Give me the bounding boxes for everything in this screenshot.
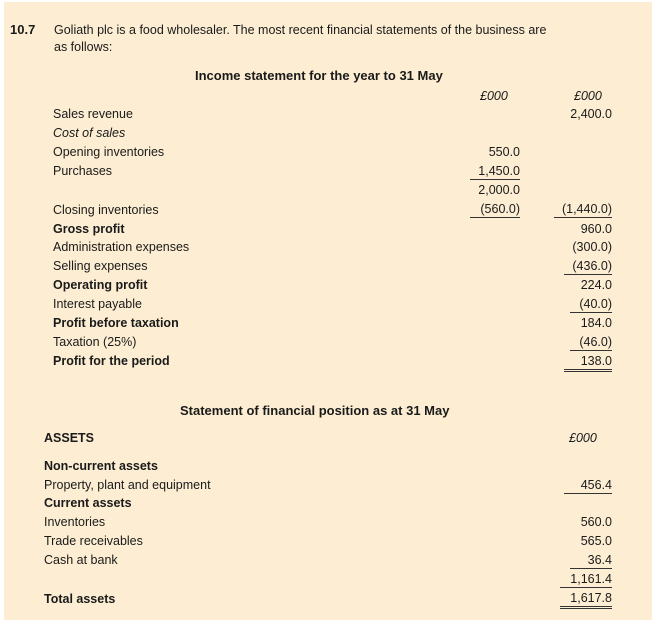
row-label-cost-of-sales: Cost of sales bbox=[53, 126, 126, 140]
row-c2-gross-profit: 960.0 bbox=[580, 222, 612, 236]
row-c2-closing-inventories: (1,440.0) bbox=[554, 201, 612, 218]
sofp-ppe-label: Property, plant and equipment bbox=[44, 478, 211, 492]
row-label-purchases: Purchases bbox=[53, 164, 113, 178]
income-statement-title: Income statement for the year to 31 May bbox=[195, 68, 443, 83]
row-label-gross-profit: Gross profit bbox=[53, 222, 125, 236]
sofp-col-header: £000 bbox=[569, 431, 597, 445]
row-c2-selling-expenses: (436.0) bbox=[564, 258, 612, 275]
income-col1-header: £000 bbox=[480, 89, 508, 103]
row-c2-taxation: (46.0) bbox=[570, 334, 612, 351]
row-label-closing-inventories: Closing inventories bbox=[53, 203, 159, 217]
sofp-current-heading: Current assets bbox=[44, 496, 132, 510]
row-c2-administration-expenses: (300.0) bbox=[572, 240, 612, 254]
row-c2-profit-for-period: 138.0 bbox=[564, 353, 612, 372]
question-number: 10.7 bbox=[10, 22, 36, 37]
question-text-line1: Goliath plc is a food wholesaler. The most recent financial statements of the business are bbox=[54, 23, 547, 37]
row-label-sales-revenue: Sales revenue bbox=[53, 107, 133, 121]
row-label-administration-expenses: Administration expenses bbox=[53, 240, 190, 254]
sofp-row-value-inventories: 560.0 bbox=[580, 515, 612, 529]
row-label-profit-for-period: Profit for the period bbox=[53, 354, 170, 368]
sofp-row-label-inventories: Inventories bbox=[44, 515, 106, 529]
row-label-operating-profit: Operating profit bbox=[53, 278, 148, 292]
row-c1-closing-inventories: (560.0) bbox=[470, 201, 520, 218]
row-c1-opening-inventories: 550.0 bbox=[488, 145, 520, 159]
textbook-page bbox=[4, 2, 652, 620]
sofp-ppe-value: 456.4 bbox=[564, 477, 612, 494]
sofp-total-assets-value: 1,617.8 bbox=[560, 590, 612, 609]
row-c2-interest-payable: (40.0) bbox=[570, 296, 612, 313]
sofp-title: Statement of financial position as at 31 May bbox=[180, 403, 450, 418]
row-label-selling-expenses: Selling expenses bbox=[53, 259, 148, 273]
sofp-assets-heading: ASSETS bbox=[44, 431, 95, 445]
sofp-total-assets-label: Total assets bbox=[44, 592, 116, 606]
row-label-opening-inventories: Opening inventories bbox=[53, 145, 165, 159]
sofp-row-label-cash-at-bank: Cash at bank bbox=[44, 553, 118, 567]
income-col2-header: £000 bbox=[574, 89, 602, 103]
row-label-interest-payable: Interest payable bbox=[53, 297, 142, 311]
row-c2-operating-profit: 224.0 bbox=[580, 278, 612, 292]
row-label-taxation: Taxation (25%) bbox=[53, 335, 137, 349]
sofp-row-label-trade-receivables: Trade receivables bbox=[44, 534, 143, 548]
row-c2-sales-revenue: 2,400.0 bbox=[570, 107, 612, 121]
row-c1-subtotal: 2,000.0 bbox=[478, 183, 520, 197]
sofp-current-total: 1,161.4 bbox=[560, 571, 612, 588]
sofp-noncurrent-heading: Non-current assets bbox=[44, 459, 158, 473]
question-text-line2: as follows: bbox=[54, 40, 113, 54]
row-c1-purchases: 1,450.0 bbox=[470, 163, 520, 180]
sofp-row-value-trade-receivables: 565.0 bbox=[580, 534, 612, 548]
row-label-profit-before-taxation: Profit before taxation bbox=[53, 316, 179, 330]
row-c2-profit-before-taxation: 184.0 bbox=[580, 316, 612, 330]
sofp-row-value-cash-at-bank: 36.4 bbox=[570, 552, 612, 569]
